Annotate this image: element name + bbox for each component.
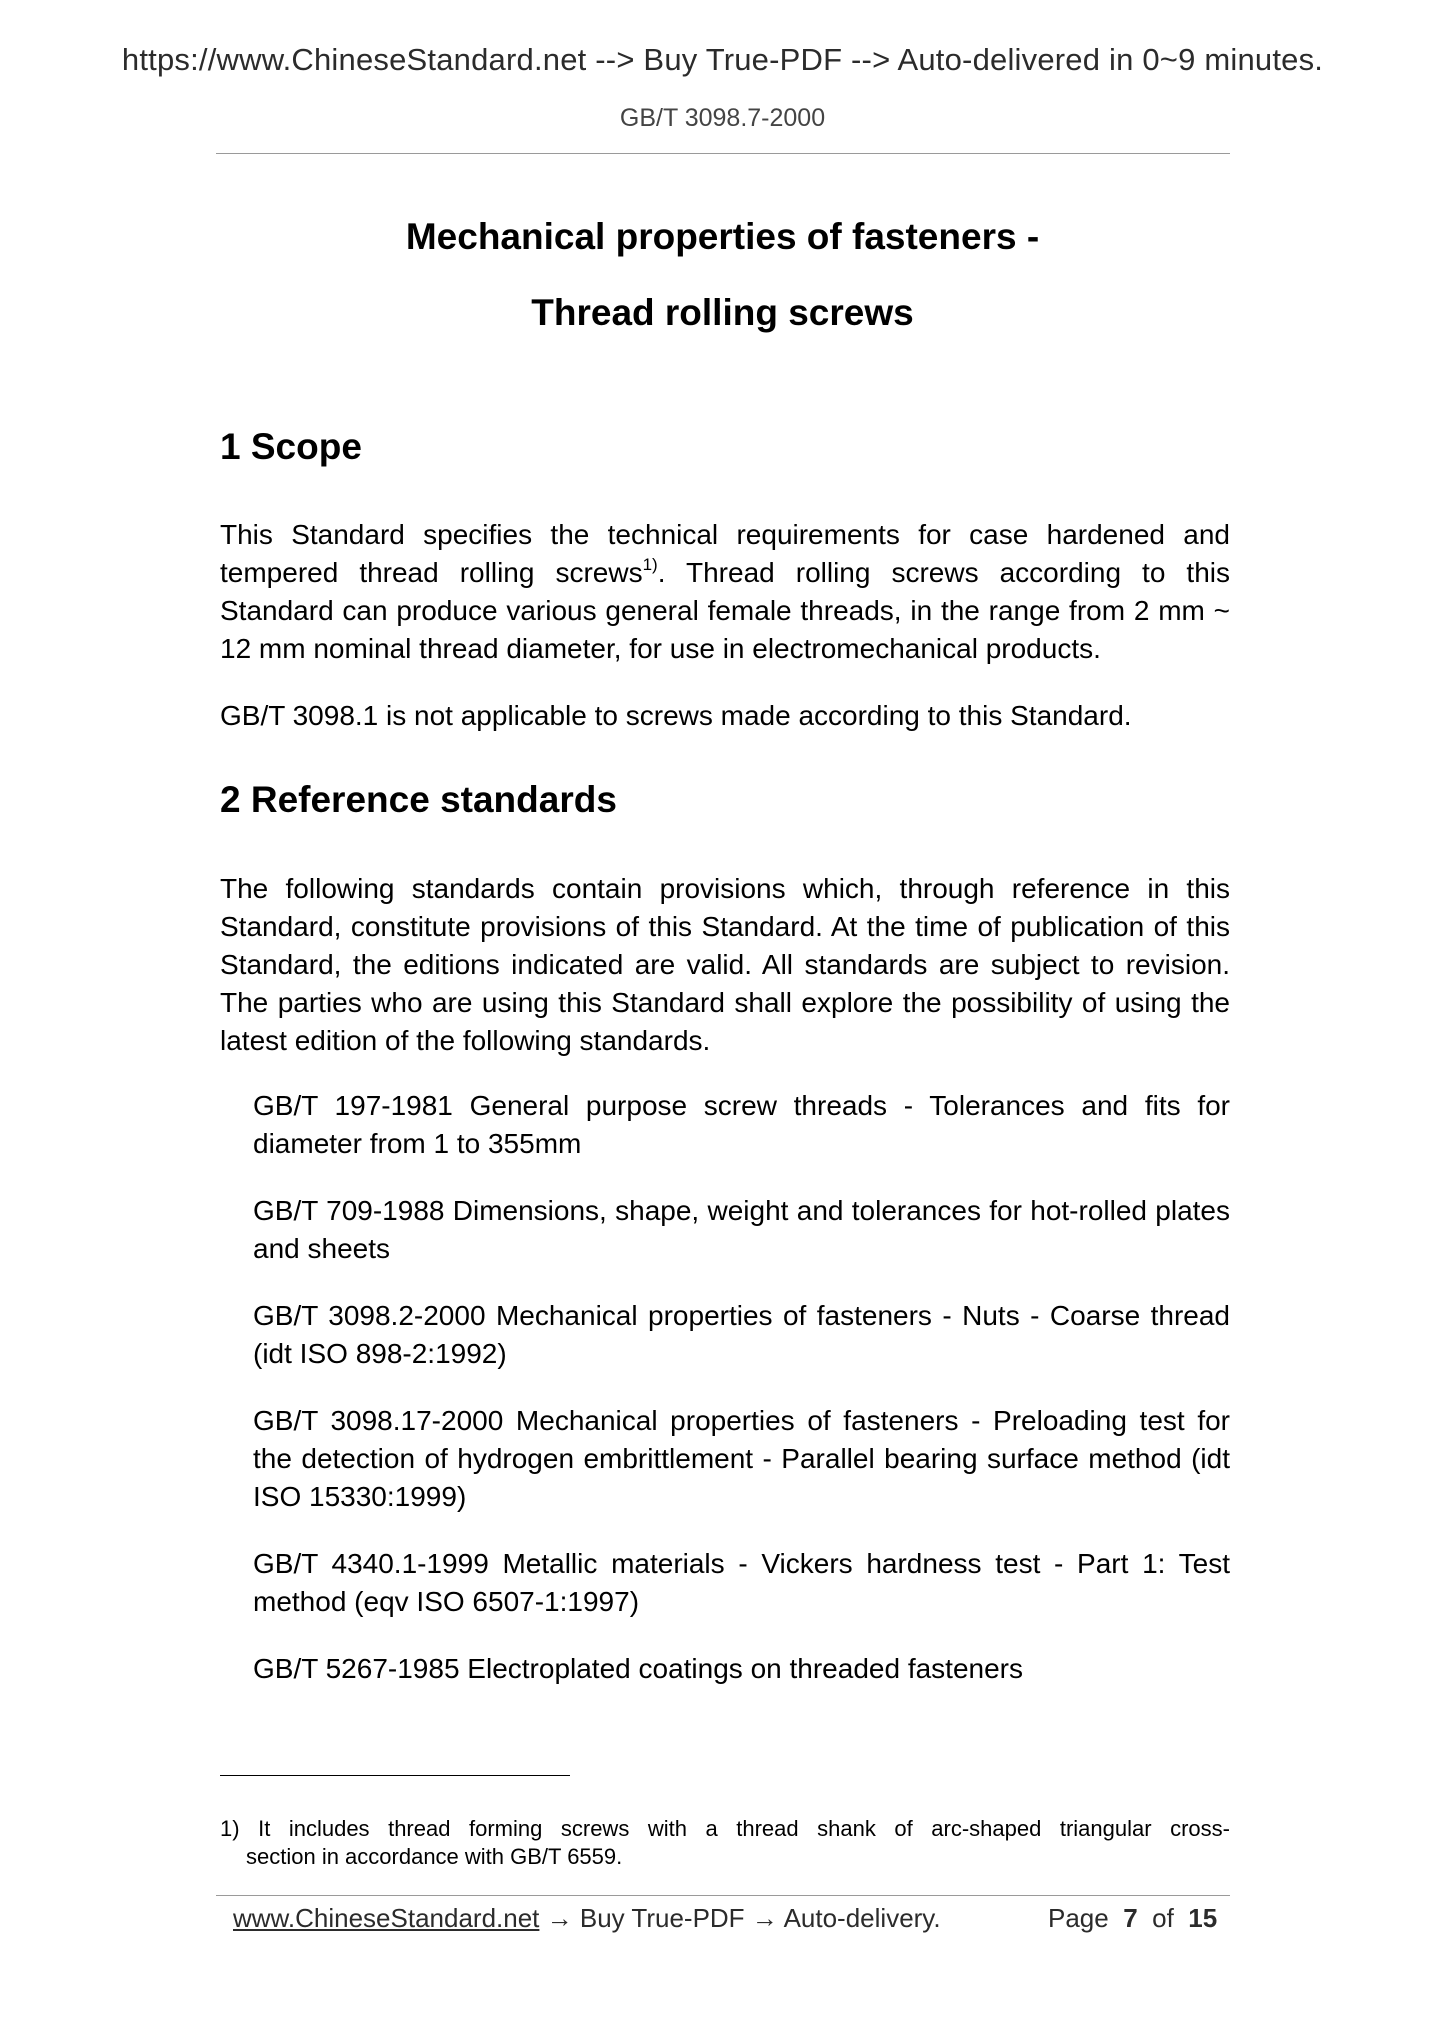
document-title-line1: Mechanical properties of fasteners - [405, 216, 1040, 257]
current-page: 7 [1123, 1903, 1138, 1933]
footnote-line2: section in accordance with GB/T 6559. [246, 1844, 623, 1869]
footer-divider [216, 1895, 1230, 1896]
page-number [1048, 1903, 1217, 1934]
header-divider [216, 153, 1230, 154]
footer-promo-text: → Buy True-PDF → Auto-delivery. [539, 1903, 941, 1933]
scope-text-end: . Thread rolling screws according to this Standard can produce various general female threads, in the range from 2 mm ~ 12 mm nominal thread diameter, for use in electromechanical products. [220, 557, 1230, 664]
scope-paragraph [220, 516, 1230, 668]
source-banner: https://www.ChineseStandard.net --> Buy True-PDF --> Auto-delivered in 0~9 minutes. [121, 42, 1324, 77]
scope-note-paragraph: GB/T 3098.1 is not applicable to screws made according to this Standard. [220, 700, 1132, 731]
footnote-ref-1[interactable]: 1) [642, 555, 658, 574]
reference-item: GB/T 5267-1985 Electroplated coatings on threaded fasteners [253, 1653, 1023, 1684]
section-heading-reference-standards: 2 Reference standards [220, 779, 617, 820]
reference-item: GB/T 3098.17-2000 Mechanical properties of fasteners - Preloading test for the detection of hydrogen embrittlement - Parallel bearing surface method (idt ISO 15330:1999) [253, 1405, 1230, 1512]
scope-text-start: This Standard specifies the technical requirements for case hardened and tempered thread rolling screws [220, 519, 1230, 588]
reference-item: GB/T 197-1981 General purpose screw threads - Tolerances and fits for diameter from 1 to 355mm [253, 1090, 1230, 1159]
section-heading-scope: 1 Scope [220, 426, 362, 467]
document-code: GB/T 3098.7-2000 [619, 104, 826, 132]
footnote-line1: 1) It includes thread forming screws with a thread shank of arc-shaped triangular cross- [220, 1816, 1230, 1841]
reference-item: GB/T 709-1988 Dimensions, shape, weight and tolerances for hot-rolled plates and sheets [253, 1195, 1230, 1264]
footer-site-link[interactable]: www.ChineseStandard.net [233, 1903, 540, 1933]
footnote-divider [220, 1775, 570, 1776]
page-label: Page [1048, 1903, 1109, 1933]
reference-item: GB/T 3098.2-2000 Mechanical properties of fasteners - Nuts - Coarse thread (idt ISO 898-2:1992) [253, 1300, 1230, 1369]
footer-promo [233, 1903, 941, 1934]
footnote [220, 1815, 1230, 1871]
reference-item: GB/T 4340.1-1999 Metallic materials - Vickers hardness test - Part 1: Test method (eqv ISO 6507-1:1997) [253, 1548, 1230, 1617]
references-intro-paragraph: The following standards contain provisions which, through reference in this Standard, constitute provisions of this Standard. At the time of publication of this Standard, the editions indicated are valid. All standards are subject to revision. The parties who are using this Standard shall explore the possibility of using the latest edition of the following standards. [220, 873, 1230, 1056]
total-pages: 15 [1188, 1903, 1218, 1933]
of-label: of [1152, 1903, 1174, 1933]
document-title-line2: Thread rolling screws [531, 292, 914, 333]
